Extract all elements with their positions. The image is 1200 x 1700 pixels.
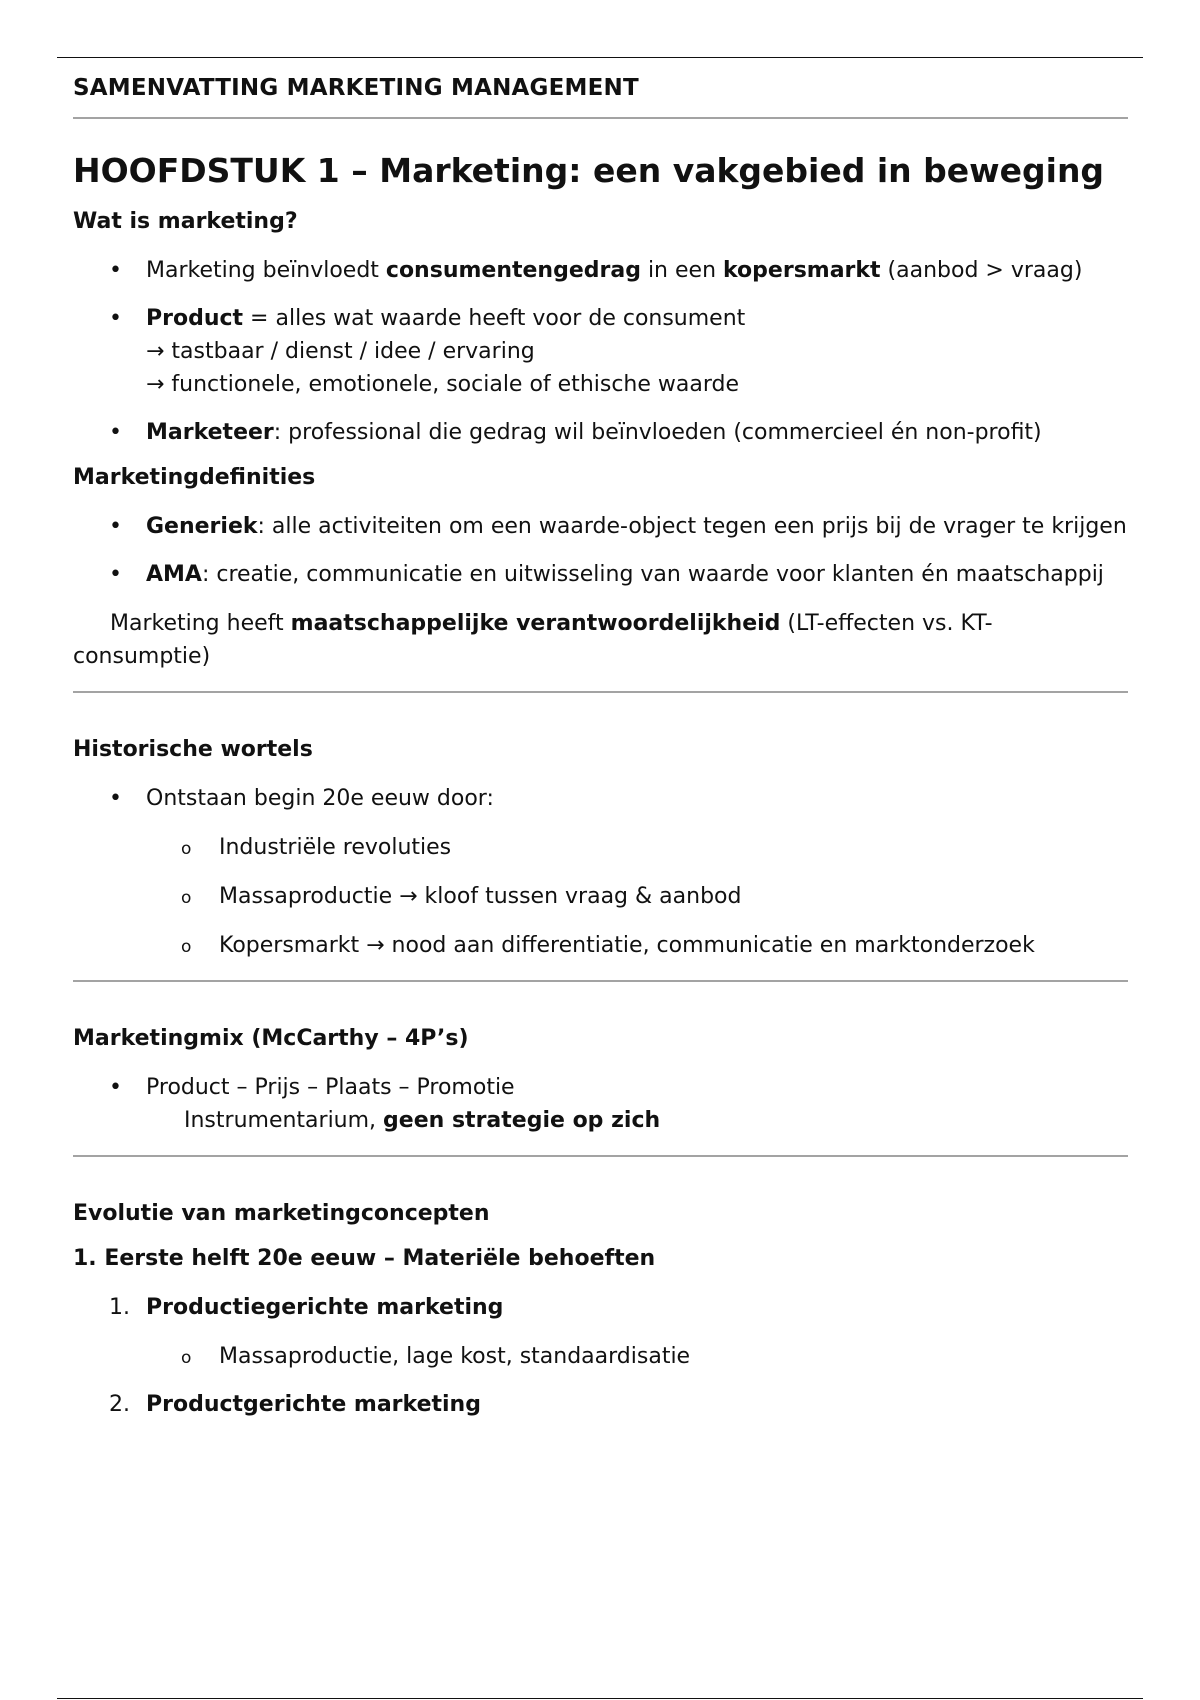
circle-bullet-icon: o — [181, 888, 192, 908]
list-item: • Product = alles wat waarde heeft voor de consument → tastbaar / dienst / idee / ervaring → functionele, emotionele, sociale of ethische waarde — [73, 302, 1128, 401]
bullet-icon: • — [109, 1075, 122, 1100]
list-item: • Marketeer: professional die gedrag wil beïnvloeden (commercieel én non-profit) — [73, 416, 1128, 449]
bullet-icon: • — [109, 306, 122, 331]
bullet-icon: • — [109, 786, 122, 811]
list-item: • Marketing beïnvloedt consumentengedrag in een kopersmarkt (aanbod > vraag) — [73, 254, 1128, 287]
section-heading-wat-is-marketing: Wat is marketing? — [73, 209, 298, 234]
circle-bullet-icon: o — [181, 937, 192, 957]
subsection-heading: 1. Eerste helft 20e eeuw – Materiële behoeften — [73, 1246, 656, 1271]
page-top-rule — [57, 57, 1143, 58]
section-heading-marketingmix: Marketingmix (McCarthy – 4P’s) — [73, 1026, 469, 1051]
paragraph-note: Marketing heeft maatschappelijke verantwoordelijkheid (LT-effecten vs. KT-consumptie) — [73, 611, 993, 669]
section-heading-evolutie: Evolutie van marketingconcepten — [73, 1201, 490, 1226]
bullet-list — [73, 510, 1128, 591]
section-heading-historische-wortels: Historische wortels — [73, 737, 313, 762]
document-title: SAMENVATTING MARKETING MANAGEMENT — [73, 75, 639, 101]
bullet-list — [73, 782, 1128, 962]
sub-list-item: o Massaproductie → kloof tussen vraag & aanbod — [73, 880, 1128, 913]
bullet-icon: • — [109, 258, 122, 283]
sub-list-item: o Massaproductie, lage kost, standaardisatie — [73, 1340, 1128, 1373]
bullet-icon: • — [109, 514, 122, 539]
divider — [73, 691, 1128, 693]
numbered-list-item: 1. Productiegerichte marketing o Massaproductie, lage kost, standaardisatie — [73, 1291, 1128, 1373]
list-item: • AMA: creatie, communicatie en uitwisseling van waarde voor klanten én maatschappij — [73, 558, 1128, 591]
circle-bullet-icon: o — [181, 1348, 192, 1368]
numbered-list-item: 2. Productgerichte marketing — [109, 1392, 481, 1417]
list-item: • Product – Prijs – Plaats – Promotie Instrumentarium, geen strategie op zich — [73, 1071, 1128, 1137]
sub-list-item: o Kopersmarkt → nood aan differentiatie, communicatie en marktonderzoek — [73, 929, 1128, 962]
bullet-icon: • — [109, 562, 122, 587]
document-body — [73, 70, 1128, 1421]
sub-list — [146, 1340, 1128, 1373]
chapter-heading: HOOFDSTUK 1 – Marketing: een vakgebied in beweging — [73, 151, 1105, 190]
numbered-list — [73, 1291, 1128, 1421]
list-item: • Generiek: alle activiteiten om een waarde-object tegen een prijs bij de vrager te krijgen — [73, 510, 1128, 543]
section-heading-marketingdefinities: Marketingdefinities — [73, 465, 316, 490]
bullet-list — [73, 1071, 1128, 1137]
list-item: • Ontstaan begin 20e eeuw door: o Industriële revoluties o Massaproductie → kloof tussen vraag & aanbod o Kopersmarkt → nood aan differentiatie, communicatie en marktonderzoek — [73, 782, 1128, 962]
divider — [73, 117, 1128, 119]
sub-list — [146, 831, 1128, 962]
circle-bullet-icon: o — [181, 839, 192, 859]
sub-list-item: o Industriële revoluties — [73, 831, 1128, 864]
divider — [73, 1155, 1128, 1157]
divider — [73, 980, 1128, 982]
bullet-icon: • — [109, 420, 122, 445]
page-bottom-rule — [57, 1698, 1143, 1699]
bullet-list — [73, 254, 1128, 449]
